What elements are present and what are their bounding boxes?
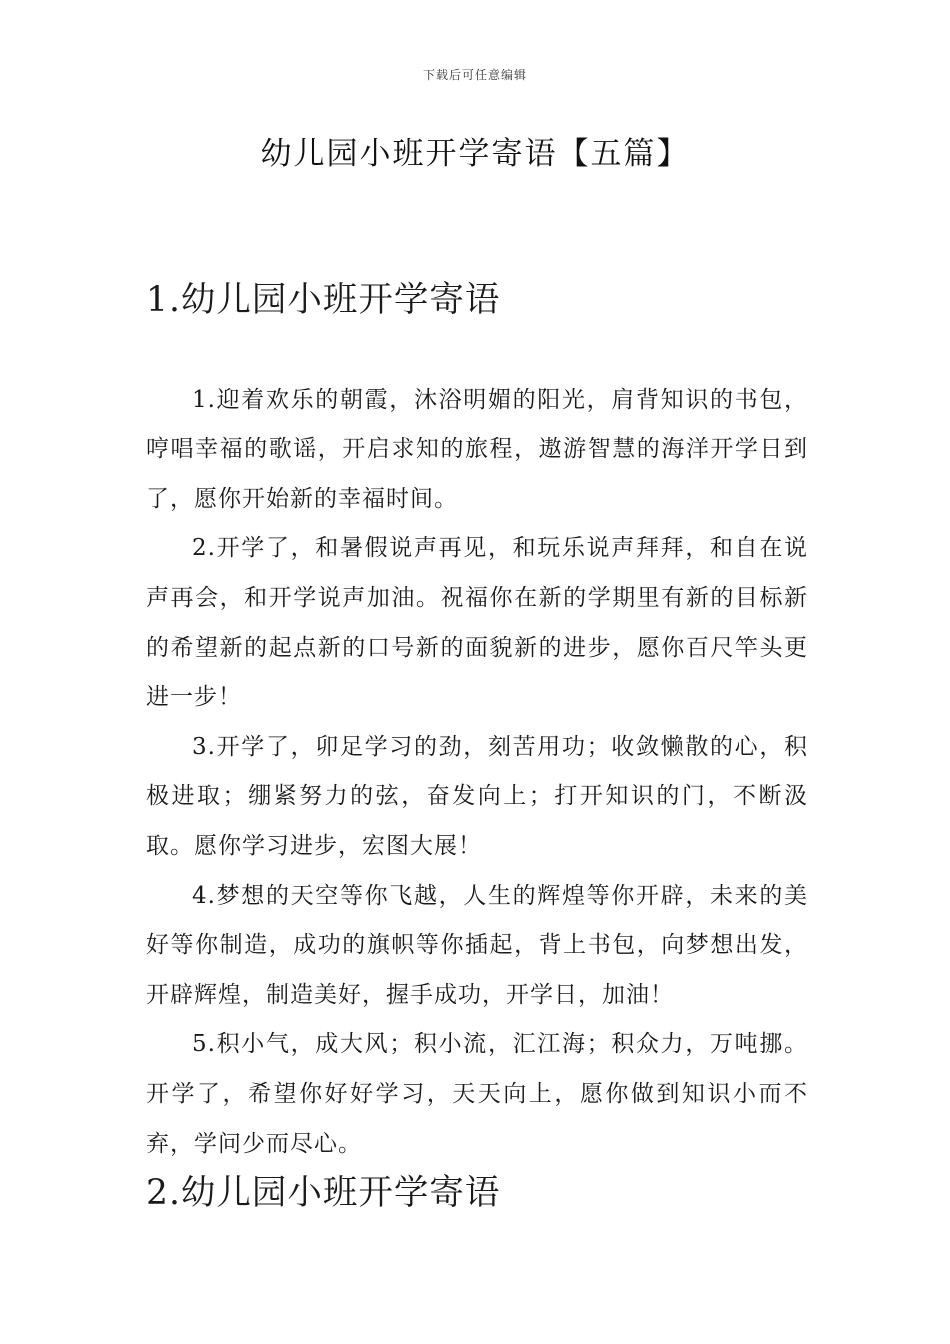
header-note: 下载后可任意编辑 — [422, 68, 527, 82]
section-heading: 2.幼儿园小班开学寄语 — [146, 1173, 501, 1214]
paragraph: 2.开学了，和暑假说声再见，和玩乐说声拜拜，和自在说声再会，和开学说声加油。祝福你在新的学期里有新的目标新的希望新的起点新的口号新的面貌新的进步，愿你百尺竿头更进一步！ — [146, 535, 808, 711]
paragraph: 3.开学了，卯足学习的劲，刻苦用功；收敛懒散的心，积极进取；绷紧努力的弦，奋发向上；打开知识的门，不断汲取。愿你学习进步，宏图大展！ — [146, 733, 808, 859]
paragraph: 4.梦想的天空等你飞越，人生的辉煌等你开辟，未来的美好等你制造，成功的旗帜等你插起，背上书包，向梦想出发，开辟辉煌，制造美好，握手成功，开学日，加油！ — [146, 882, 808, 1008]
paragraph: 5.积小气，成大风；积小流，汇江海；积众力，万吨挪。开学了，希望你好好学习，天天向上，愿你做到知识小而不弃，学问少而尽心。 — [146, 1031, 808, 1157]
document-body — [146, 276, 808, 1219]
paragraph: 1.迎着欢乐的朝霞，沐浴明媚的阳光，肩背知识的书包，哼唱幸福的歌谣，开启求知的旅程，遨游智慧的海洋开学日到了，愿你开始新的幸福时间。 — [146, 386, 808, 512]
section-heading: 1.幼儿园小班开学寄语 — [146, 280, 501, 320]
document-title: 幼儿园小班开学寄语【五篇】 — [260, 136, 690, 172]
